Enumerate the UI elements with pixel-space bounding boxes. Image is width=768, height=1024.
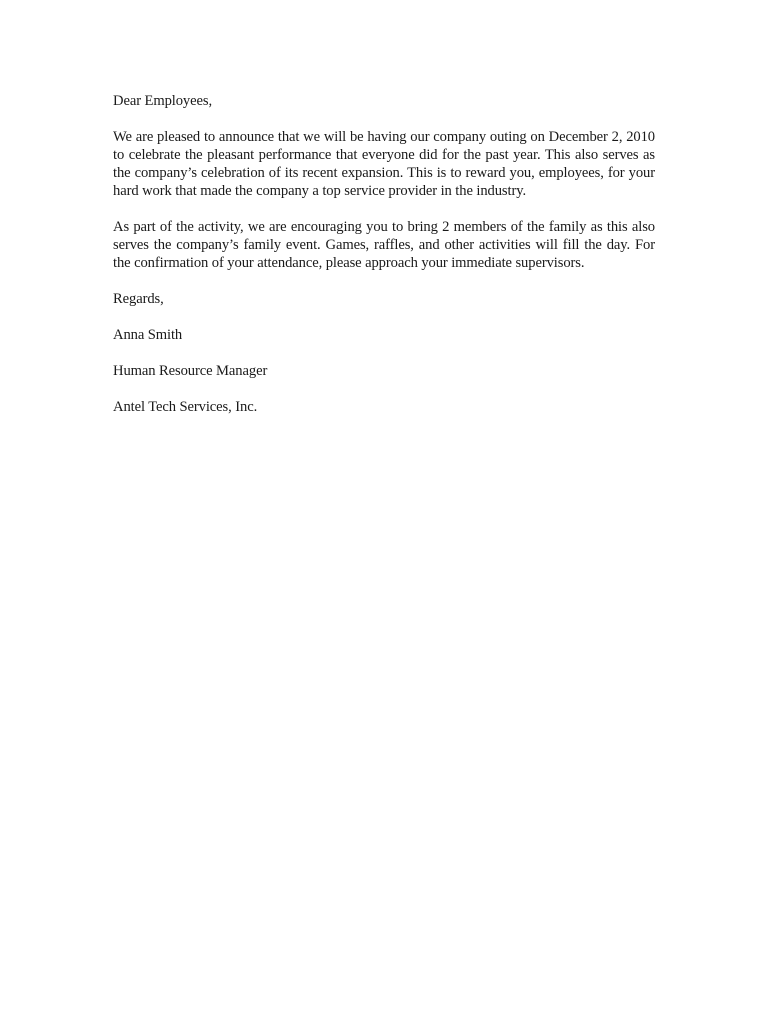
closing: Regards, [113, 291, 164, 307]
salutation: Dear Employees, [113, 93, 212, 109]
company-name: Antel Tech Services, Inc. [113, 399, 258, 415]
signer-title: Human Resource Manager [113, 363, 268, 379]
paragraph-activity: As part of the activity, we are encouraging you to bring 2 members of the family as this also serves the company’s family event. Games, raffles, and other activities will fill the day. For the confirmation of your attendance, please approach your immediate supervisors. [113, 219, 655, 271]
letter-body [113, 92, 655, 434]
signer-name: Anna Smith [113, 327, 183, 343]
paragraph-announcement: We are pleased to announce that we will be having our company outing on December 2, 2010 to celebrate the pleasant performance that everyone did for the past year. This also serves as the company’s celebration of its recent expansion. This is to reward you, employees, for your hard work that made the company a top service provider in the industry. [113, 129, 655, 199]
